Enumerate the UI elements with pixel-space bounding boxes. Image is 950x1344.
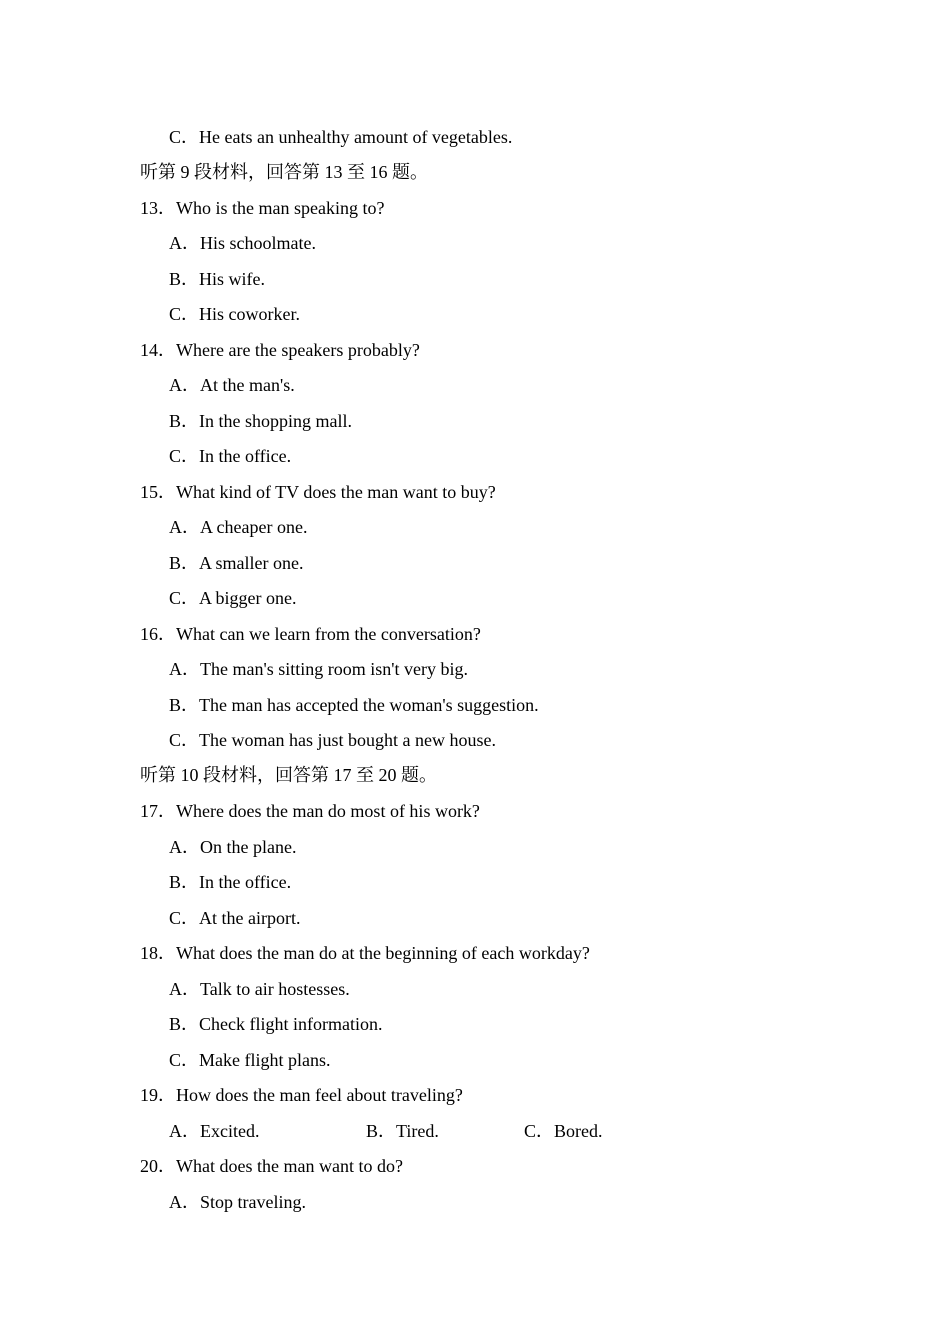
q19-option-a: A．Excited. — [169, 1121, 260, 1141]
question-20: 20．What does the man want to do? — [140, 1156, 403, 1176]
section-instruction-9: 听第 9 段材料，回答第 13 至 16 题。 — [140, 162, 428, 182]
q13-option-a: A．His schoolmate. — [169, 233, 316, 253]
q17-option-b: B．In the office. — [169, 872, 292, 892]
q13-option-b: B．His wife. — [169, 269, 265, 289]
q15-option-b: B．A smaller one. — [169, 553, 304, 573]
q19-option-c: C．Bored. — [524, 1121, 603, 1141]
q15-option-c: C．A bigger one. — [169, 588, 297, 608]
q18-option-a: A．Talk to air hostesses. — [169, 979, 350, 999]
question-16: 16．What can we learn from the conversation? — [140, 624, 481, 644]
q15-option-a: A．A cheaper one. — [169, 517, 308, 537]
q18-option-c: C．Make flight plans. — [169, 1050, 331, 1070]
q17-option-c: C．At the airport. — [169, 908, 301, 928]
q20-option-a: A．Stop traveling. — [169, 1192, 306, 1212]
question-18: 18．What does the man do at the beginning of each workday? — [140, 943, 590, 963]
q14-option-a: A．At the man's. — [169, 375, 295, 395]
q12-option-c: C．He eats an unhealthy amount of vegetables. — [169, 127, 513, 147]
q16-option-a: A．The man's sitting room isn't very big. — [169, 659, 468, 679]
q14-option-b: B．In the shopping mall. — [169, 411, 352, 431]
q16-option-c: C．The woman has just bought a new house. — [169, 730, 496, 750]
question-14: 14．Where are the speakers probably? — [140, 340, 420, 360]
section-instruction-10: 听第 10 段材料，回答第 17 至 20 题。 — [140, 765, 437, 785]
q18-option-b: B．Check flight information. — [169, 1014, 383, 1034]
q16-option-b: B．The man has accepted the woman's suggestion. — [169, 695, 539, 715]
question-19: 19．How does the man feel about traveling? — [140, 1085, 463, 1105]
q19-option-b: B．Tired. — [366, 1121, 439, 1141]
q17-option-a: A．On the plane. — [169, 837, 297, 857]
q13-option-c: C．His coworker. — [169, 304, 300, 324]
q14-option-c: C．In the office. — [169, 446, 292, 466]
question-13: 13．Who is the man speaking to? — [140, 198, 385, 218]
question-17: 17．Where does the man do most of his work? — [140, 801, 480, 821]
question-15: 15．What kind of TV does the man want to buy? — [140, 482, 496, 502]
